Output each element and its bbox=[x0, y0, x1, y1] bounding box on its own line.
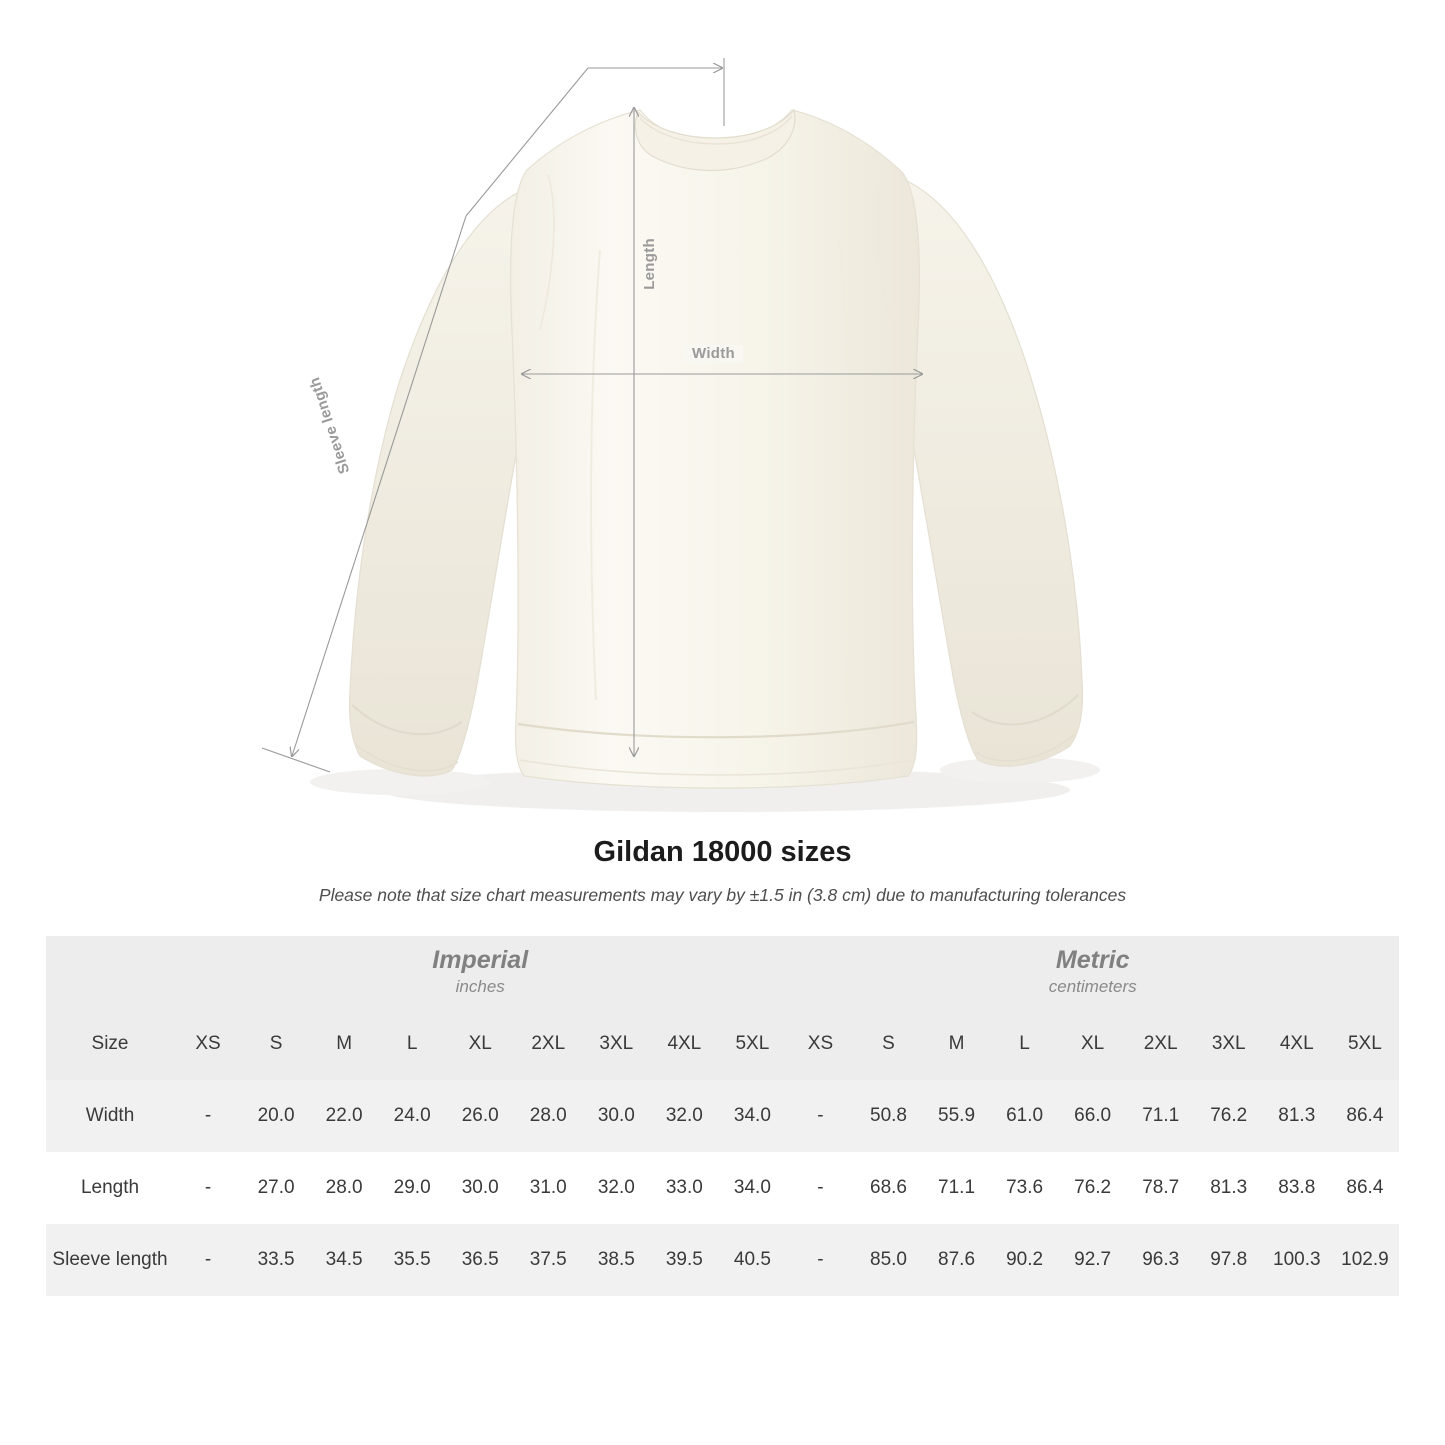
column-header-size: Size bbox=[46, 1008, 174, 1080]
cell-metric-length-xl: 76.2 bbox=[1059, 1152, 1127, 1224]
cell-imperial-length-s: 27.0 bbox=[242, 1152, 310, 1224]
row-header-length: Length bbox=[46, 1152, 174, 1224]
cell-imperial-sleeve-length-3xl: 38.5 bbox=[582, 1224, 650, 1296]
cell-metric-width-l: 61.0 bbox=[991, 1080, 1059, 1152]
cell-imperial-sleeve-length-s: 33.5 bbox=[242, 1224, 310, 1296]
cell-metric-width-4xl: 81.3 bbox=[1263, 1080, 1331, 1152]
cell-metric-length-2xl: 78.7 bbox=[1127, 1152, 1195, 1224]
sleeve-length-dimension-label: Sleeve length bbox=[306, 374, 354, 476]
cell-metric-length-xs: - bbox=[786, 1152, 854, 1224]
column-header-imperial-s: S bbox=[242, 1008, 310, 1080]
cell-metric-sleeve-length-m: 87.6 bbox=[923, 1224, 991, 1296]
row-header-width: Width bbox=[46, 1080, 174, 1152]
cell-metric-width-xs: - bbox=[786, 1080, 854, 1152]
cell-metric-sleeve-length-l: 90.2 bbox=[991, 1224, 1059, 1296]
length-dimension-label: Length bbox=[641, 238, 658, 290]
cell-imperial-length-5xl: 34.0 bbox=[718, 1152, 786, 1224]
imperial-unit-header bbox=[174, 936, 786, 1008]
cell-imperial-length-xl: 30.0 bbox=[446, 1152, 514, 1224]
cell-metric-length-m: 71.1 bbox=[923, 1152, 991, 1224]
cell-metric-length-l: 73.6 bbox=[991, 1152, 1059, 1224]
cell-imperial-sleeve-length-5xl: 40.5 bbox=[718, 1224, 786, 1296]
cell-imperial-width-2xl: 28.0 bbox=[514, 1080, 582, 1152]
column-header-imperial-4xl: 4XL bbox=[650, 1008, 718, 1080]
cell-imperial-width-4xl: 32.0 bbox=[650, 1080, 718, 1152]
imperial-unit-label: inches bbox=[455, 977, 505, 997]
size-chart-table bbox=[46, 936, 1399, 1296]
cell-imperial-width-xl: 26.0 bbox=[446, 1080, 514, 1152]
cell-metric-width-3xl: 76.2 bbox=[1195, 1080, 1263, 1152]
column-header-imperial-3xl: 3XL bbox=[582, 1008, 650, 1080]
metric-unit-header bbox=[786, 936, 1399, 1008]
cell-imperial-sleeve-length-2xl: 37.5 bbox=[514, 1224, 582, 1296]
cell-metric-sleeve-length-3xl: 97.8 bbox=[1195, 1224, 1263, 1296]
cell-imperial-width-s: 20.0 bbox=[242, 1080, 310, 1152]
table-row-length bbox=[46, 1152, 1399, 1224]
table-row-sleeve-length bbox=[46, 1224, 1399, 1296]
table-row-width bbox=[46, 1080, 1399, 1152]
metric-unit-label: centimeters bbox=[1048, 977, 1137, 997]
cell-imperial-width-5xl: 34.0 bbox=[718, 1080, 786, 1152]
unit-header-blank bbox=[46, 936, 174, 1008]
column-header-metric-s: S bbox=[854, 1008, 922, 1080]
cell-imperial-length-3xl: 32.0 bbox=[582, 1152, 650, 1224]
imperial-system-label: Imperial bbox=[432, 945, 529, 974]
title-block bbox=[0, 836, 1445, 906]
cell-metric-length-s: 68.6 bbox=[854, 1152, 922, 1224]
row-header-sleeve-length: Sleeve length bbox=[46, 1224, 174, 1296]
page-title: Gildan 18000 sizes bbox=[593, 836, 852, 868]
cell-metric-sleeve-length-2xl: 96.3 bbox=[1127, 1224, 1195, 1296]
cell-metric-sleeve-length-5xl: 102.9 bbox=[1331, 1224, 1399, 1296]
cell-imperial-sleeve-length-m: 34.5 bbox=[310, 1224, 378, 1296]
cell-imperial-length-4xl: 33.0 bbox=[650, 1152, 718, 1224]
column-header-imperial-m: M bbox=[310, 1008, 378, 1080]
cell-metric-width-2xl: 71.1 bbox=[1127, 1080, 1195, 1152]
column-header-imperial-xs: XS bbox=[174, 1008, 242, 1080]
cell-metric-sleeve-length-xs: - bbox=[786, 1224, 854, 1296]
cell-imperial-length-l: 29.0 bbox=[378, 1152, 446, 1224]
cell-imperial-length-2xl: 31.0 bbox=[514, 1152, 582, 1224]
cell-imperial-length-xs: - bbox=[174, 1152, 242, 1224]
cell-metric-sleeve-length-s: 85.0 bbox=[854, 1224, 922, 1296]
column-header-imperial-2xl: 2XL bbox=[514, 1008, 582, 1080]
cell-imperial-width-3xl: 30.0 bbox=[582, 1080, 650, 1152]
cell-metric-sleeve-length-4xl: 100.3 bbox=[1263, 1224, 1331, 1296]
column-header-metric-l: L bbox=[991, 1008, 1059, 1080]
column-header-metric-xs: XS bbox=[786, 1008, 854, 1080]
column-header-metric-2xl: 2XL bbox=[1127, 1008, 1195, 1080]
unit-header-row bbox=[46, 936, 1399, 1008]
column-header-metric-m: M bbox=[923, 1008, 991, 1080]
cell-imperial-length-m: 28.0 bbox=[310, 1152, 378, 1224]
column-header-metric-3xl: 3XL bbox=[1195, 1008, 1263, 1080]
width-label-backdrop bbox=[684, 345, 743, 363]
cell-metric-width-5xl: 86.4 bbox=[1331, 1080, 1399, 1152]
column-header-imperial-5xl: 5XL bbox=[718, 1008, 786, 1080]
width-dimension-label: Width bbox=[692, 345, 736, 362]
cell-metric-width-m: 55.9 bbox=[923, 1080, 991, 1152]
cell-imperial-width-l: 24.0 bbox=[378, 1080, 446, 1152]
cell-imperial-width-m: 22.0 bbox=[310, 1080, 378, 1152]
cell-imperial-width-xs: - bbox=[174, 1080, 242, 1152]
column-header-metric-4xl: 4XL bbox=[1263, 1008, 1331, 1080]
metric-system-label: Metric bbox=[1055, 945, 1130, 974]
cell-metric-length-3xl: 81.3 bbox=[1195, 1152, 1263, 1224]
cell-metric-length-4xl: 83.8 bbox=[1263, 1152, 1331, 1224]
column-header-metric-xl: XL bbox=[1059, 1008, 1127, 1080]
column-header-imperial-xl: XL bbox=[446, 1008, 514, 1080]
cell-metric-width-xl: 66.0 bbox=[1059, 1080, 1127, 1152]
cell-metric-sleeve-length-xl: 92.7 bbox=[1059, 1224, 1127, 1296]
cell-metric-length-5xl: 86.4 bbox=[1331, 1152, 1399, 1224]
cell-imperial-sleeve-length-4xl: 39.5 bbox=[650, 1224, 718, 1296]
size-header-row bbox=[46, 1008, 1399, 1080]
cell-metric-width-s: 50.8 bbox=[854, 1080, 922, 1152]
size-chart-container bbox=[0, 936, 1445, 1296]
cell-imperial-sleeve-length-l: 35.5 bbox=[378, 1224, 446, 1296]
cell-imperial-sleeve-length-xl: 36.5 bbox=[446, 1224, 514, 1296]
column-header-metric-5xl: 5XL bbox=[1331, 1008, 1399, 1080]
column-header-imperial-l: L bbox=[378, 1008, 446, 1080]
tolerance-note: Please note that size chart measurements may vary by ±1.5 in (3.8 cm) due to manufacturing tolerances bbox=[318, 885, 1127, 905]
cell-imperial-sleeve-length-xs: - bbox=[174, 1224, 242, 1296]
